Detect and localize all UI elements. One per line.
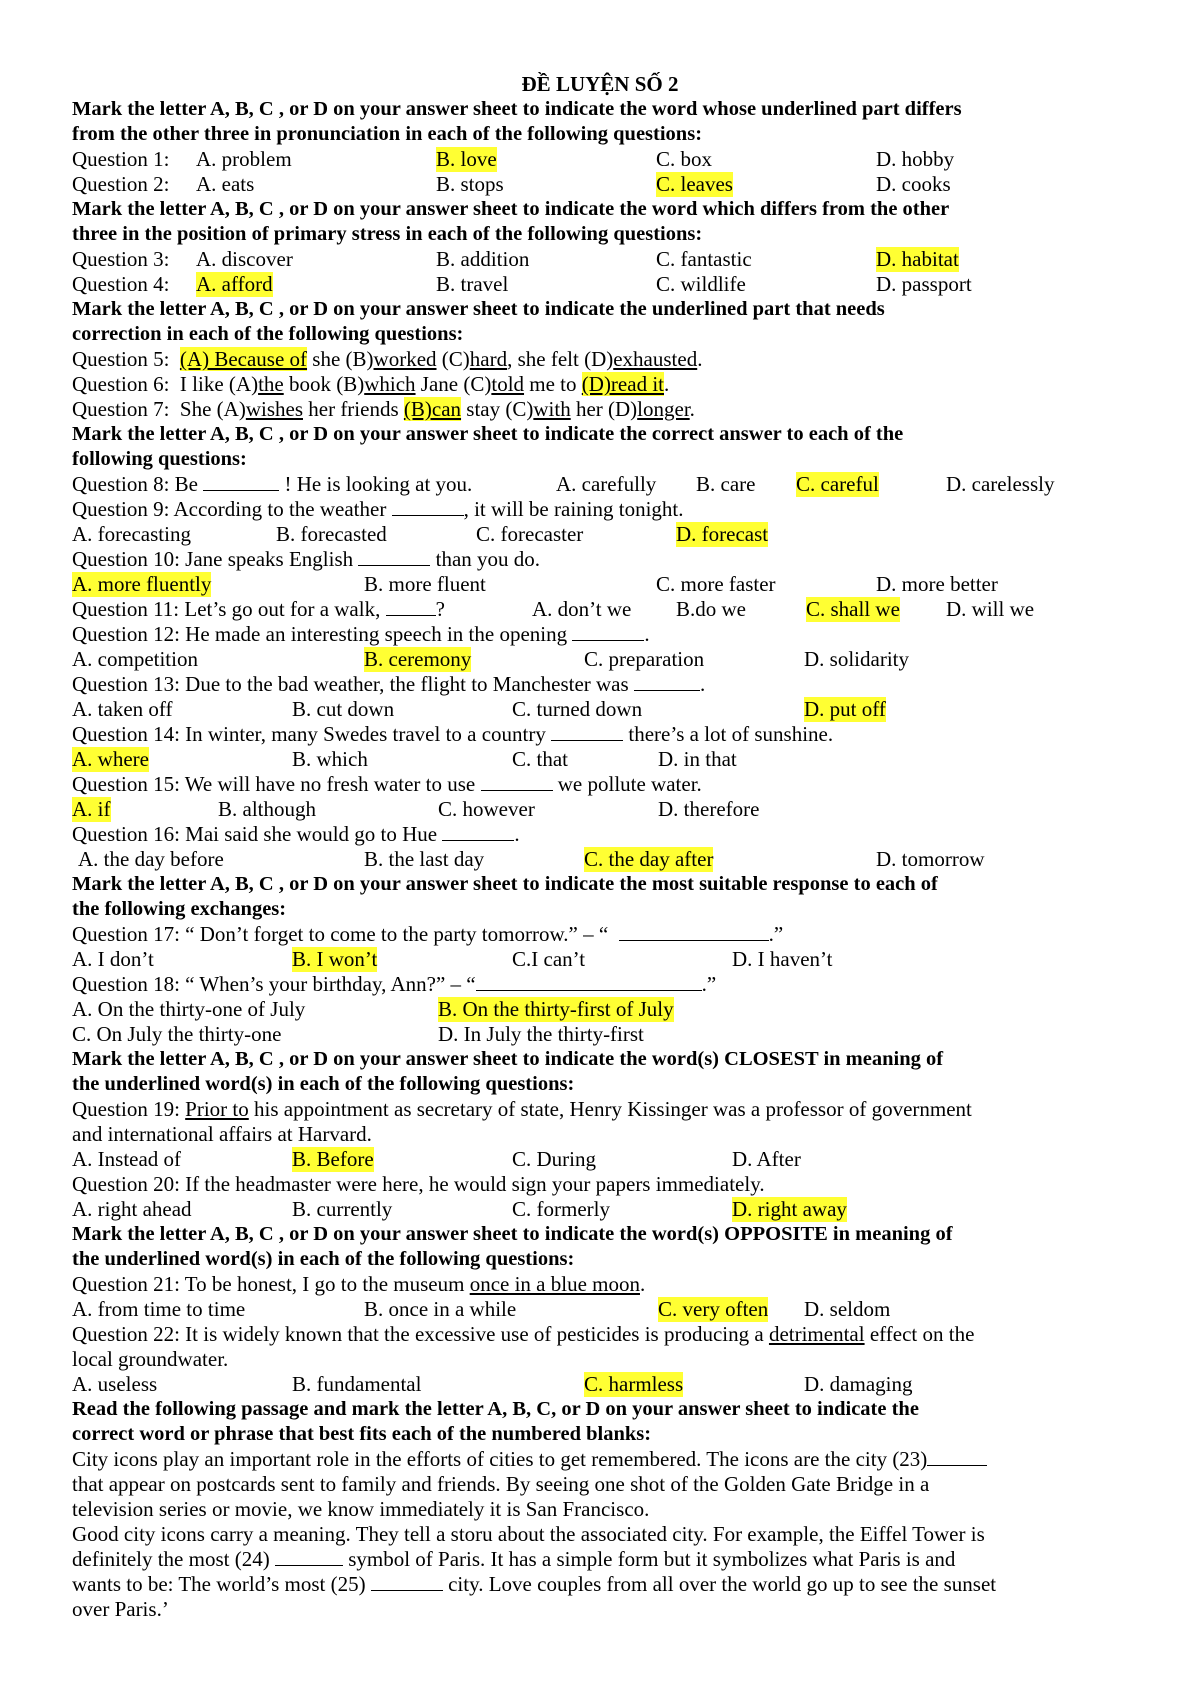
page-title: ĐỀ LUYỆN SỐ 2 <box>521 72 679 96</box>
question-label: Question 19: <box>72 1097 186 1121</box>
option-a[interactable]: A. where <box>72 747 149 771</box>
option-d[interactable]: D. passport <box>876 272 972 296</box>
answer-blank <box>358 547 430 566</box>
option-a[interactable]: A. On the thirty-one of July <box>72 997 306 1021</box>
option-a[interactable]: the <box>258 372 284 396</box>
question-6 <box>72 372 669 397</box>
section-5-instruction-line-1: Mark the letter A, B, C , or D on your answer sheet to indicate the most suitable response to each of <box>72 873 938 895</box>
question-stem: . <box>644 622 650 646</box>
question-stem: Question 15: We will have no fresh water to use <box>72 772 481 796</box>
option-d[interactable]: D. put off <box>804 697 886 721</box>
passage-line <box>72 1447 987 1472</box>
option-b[interactable]: B. more fluent <box>364 572 486 596</box>
question-stem: Question 13: Due to the bad weather, the flight to Manchester was <box>72 672 634 696</box>
question-stem: Question 16: Mai said she would go to Hue <box>72 822 443 846</box>
sentence-text: (C) <box>436 347 470 371</box>
question-stem: Question 8: Be <box>72 472 204 496</box>
option-c[interactable]: with <box>533 397 571 421</box>
option-c[interactable]: C. fantastic <box>656 247 752 271</box>
passage-text: symbol of Paris. It has a simple form but it symbolizes what Paris is and <box>342 1547 956 1571</box>
question-stem: . <box>514 822 520 846</box>
passage-text: City icons play an important role in the efforts of cities to get remembered. The icons are the city (23) <box>72 1447 928 1471</box>
option-a[interactable]: A. carefully <box>556 472 657 496</box>
question-stem: Question 10: Jane speaks English <box>72 547 359 571</box>
question-label: Question 6: <box>72 372 170 396</box>
passage-line <box>72 1547 955 1572</box>
question-10-stem <box>72 547 540 572</box>
option-b[interactable]: B. currently <box>292 1197 393 1221</box>
answer-blank <box>392 497 464 516</box>
option-d[interactable]: D. damaging <box>804 1372 913 1396</box>
option-b[interactable]: B. which <box>292 747 368 771</box>
section-4-instruction-line-2: following questions: <box>72 448 247 470</box>
sentence-text: me to <box>524 372 582 396</box>
option-b[interactable]: B. On the thirty-first of July <box>438 997 674 1021</box>
option-c[interactable]: C. turned down <box>512 697 643 721</box>
option-d[interactable]: D. right away <box>732 1197 847 1221</box>
option-b[interactable]: B. fundamental <box>292 1372 422 1396</box>
passage-line: that appear on postcards sent to family and friends. By seeing one shot of the Golden Gate Bridge in a <box>72 1472 930 1496</box>
answer-blank <box>203 472 279 491</box>
option-d[interactable]: D. will we <box>946 597 1035 621</box>
option-d[interactable]: D. hobby <box>876 147 955 171</box>
option-d[interactable]: D. carelessly <box>946 472 1055 496</box>
sentence-text: her (D) <box>570 397 638 421</box>
question-19-stem <box>72 1097 972 1122</box>
option-b[interactable]: B. forecasted <box>276 522 387 546</box>
option-d[interactable]: D. seldom <box>804 1297 891 1321</box>
option-a[interactable]: A. more fluently <box>72 572 212 596</box>
section-8-instruction-line-2: correct word or phrase that best fits each of the numbered blanks: <box>72 1423 652 1445</box>
passage-text: city. Love couples from all over the world go up to see the sunset <box>442 1572 997 1596</box>
section-1-instruction-line-1: Mark the letter A, B, C , or D on your answer sheet to indicate the word whose underlined part differs <box>72 98 962 120</box>
question-stem: than you do. <box>430 547 541 571</box>
option-b[interactable]: (B)can <box>403 397 462 421</box>
section-3-instruction-line-1: Mark the letter A, B, C , or D on your answer sheet to indicate the underlined part that needs <box>72 298 885 320</box>
option-c[interactable]: C. leaves <box>656 172 733 196</box>
question-15-stem <box>72 772 702 797</box>
option-a[interactable]: A. forecasting <box>72 522 191 546</box>
option-d[interactable]: D. tomorrow <box>876 847 985 871</box>
question-7 <box>72 397 695 422</box>
question-stem: .” <box>701 972 717 996</box>
option-c[interactable]: C. forecaster <box>476 522 584 546</box>
option-a[interactable]: A. useless <box>72 1372 158 1396</box>
option-d[interactable]: D. I haven’t <box>732 947 833 971</box>
sentence-text: I like (A) <box>174 372 259 396</box>
option-d[interactable]: longer <box>637 397 690 421</box>
option-d[interactable]: D. After <box>732 1147 801 1171</box>
passage-text: wants to be: The world’s most (25) <box>72 1572 371 1596</box>
section-6-instruction-line-2: the underlined word(s) in each of the following questions: <box>72 1073 575 1095</box>
blank-23 <box>927 1447 987 1466</box>
option-d[interactable]: (D)read it <box>581 372 664 396</box>
question-stem: we pollute water. <box>552 772 702 796</box>
option-a[interactable]: A. discover <box>196 247 293 271</box>
option-a[interactable]: A. the day before <box>78 847 224 871</box>
option-d[interactable]: D. habitat <box>876 247 959 271</box>
option-c[interactable]: C. very often <box>658 1297 769 1321</box>
option-b[interactable]: B.do we <box>676 597 746 621</box>
passage-line: Good city icons carry a meaning. They tell a storu about the associated city. For example, the Eiffel Tower is <box>72 1522 985 1546</box>
option-d[interactable]: D. solidarity <box>804 647 909 671</box>
sentence-text: She (A) <box>174 397 246 421</box>
sentence-text: her friends <box>303 397 404 421</box>
question-stem: Question 21: To be honest, I go to the museum <box>72 1272 470 1296</box>
answer-blank <box>481 772 553 791</box>
option-b[interactable]: B. the last day <box>364 847 485 871</box>
option-c[interactable]: C. careful <box>796 472 879 496</box>
option-a[interactable]: A. if <box>72 797 111 821</box>
question-21-stem <box>72 1272 645 1297</box>
option-c[interactable]: C. however <box>438 797 535 821</box>
underlined-word: once in a blue moon <box>469 1272 640 1296</box>
question-20-stem: Question 20: If the headmaster were here, he would sign your papers immediately. <box>72 1172 765 1196</box>
option-b[interactable]: worked <box>373 347 437 371</box>
option-a[interactable]: A. problem <box>196 147 292 171</box>
question-label: Question 1: <box>72 147 170 171</box>
option-b[interactable]: which <box>364 372 416 396</box>
question-stem: Question 14: In winter, many Swedes travel to a country <box>72 722 552 746</box>
section-4-instruction-line-1: Mark the letter A, B, C , or D on your answer sheet to indicate the correct answer to each of the <box>72 423 904 445</box>
option-b[interactable]: B. although <box>218 797 316 821</box>
option-a[interactable]: A. don’t we <box>532 597 632 621</box>
question-label: Question 3: <box>72 247 170 271</box>
passage-text: definitely the most (24) <box>72 1547 275 1571</box>
option-a[interactable]: A. afford <box>196 272 273 296</box>
blank-25 <box>371 1572 443 1591</box>
option-a[interactable]: A. from time to time <box>72 1297 246 1321</box>
blank-24 <box>275 1547 343 1566</box>
option-c[interactable]: told <box>491 372 525 396</box>
section-2-instruction-line-2: three in the position of primary stress in each of the following questions: <box>72 223 703 245</box>
question-label: Question 4: <box>72 272 170 296</box>
question-label: Question 7: <box>72 397 170 421</box>
option-d[interactable]: D. forecast <box>676 522 769 546</box>
question-17-stem <box>72 922 783 947</box>
question-14-stem <box>72 722 833 747</box>
option-c[interactable]: C. During <box>512 1147 596 1171</box>
answer-blank <box>619 922 769 941</box>
section-5-instruction-line-2: the following exchanges: <box>72 898 287 920</box>
option-a[interactable]: A. competition <box>72 647 198 671</box>
option-d[interactable]: D. therefore <box>658 797 760 821</box>
option-c[interactable]: C. harmless <box>584 1372 684 1396</box>
option-c[interactable]: C. box <box>656 147 713 171</box>
option-b[interactable]: B. care <box>696 472 756 496</box>
question-stem: Question 9: According to the weather <box>72 497 392 521</box>
option-d[interactable]: D. in that <box>658 747 737 771</box>
section-6-instruction-line-1: Mark the letter A, B, C , or D on your answer sheet to indicate the word(s) CLOSEST in meaning of <box>72 1048 944 1070</box>
answer-blank <box>476 972 702 991</box>
option-d[interactable]: exhausted <box>613 347 698 371</box>
sentence-text: Jane (C) <box>415 372 492 396</box>
sentence-text: . <box>689 397 695 421</box>
question-stem: . <box>699 672 706 696</box>
option-c[interactable]: C. that <box>512 747 568 771</box>
question-22-stem-line-2: local groundwater. <box>72 1347 229 1371</box>
question-16-stem <box>72 822 520 847</box>
section-7-instruction-line-2: the underlined word(s) in each of the following questions: <box>72 1248 575 1270</box>
sentence-text: . <box>697 347 703 371</box>
question-label: Question 2: <box>72 172 170 196</box>
section-2-instruction-line-1: Mark the letter A, B, C , or D on your answer sheet to indicate the word which differs from the other <box>72 198 950 220</box>
question-stem: there’s a lot of sunshine. <box>623 722 834 746</box>
option-c[interactable]: C. preparation <box>584 647 705 671</box>
option-a[interactable]: (A) Because of <box>179 347 308 371</box>
question-9-stem <box>72 497 684 522</box>
option-c[interactable]: C. wildlife <box>656 272 746 296</box>
passage-line <box>72 1572 996 1597</box>
option-c[interactable]: C. On July the thirty-one <box>72 1022 282 1046</box>
section-8-instruction-line-1: Read the following passage and mark the letter A, B, C, or D on your answer sheet to indicate the <box>72 1398 919 1420</box>
option-a[interactable]: A. taken off <box>72 697 173 721</box>
sentence-text: , she felt (D) <box>507 347 614 371</box>
question-stem: . <box>639 1272 646 1296</box>
answer-blank <box>551 722 623 741</box>
sentence-text: she (B) <box>307 347 374 371</box>
option-c[interactable]: C.I can’t <box>512 947 586 971</box>
option-b[interactable]: B. travel <box>436 272 509 296</box>
question-stem: effect on the <box>864 1322 975 1346</box>
question-18-stem <box>72 972 716 997</box>
question-stem: Question 12: He made an interesting speech in the opening <box>72 622 573 646</box>
option-b[interactable]: B. ceremony <box>364 647 472 671</box>
passage-line: over Paris.’ <box>72 1597 169 1621</box>
sentence-text: stay (C) <box>461 397 534 421</box>
question-stem: his appointment as secretary of state, Henry Kissinger was a professor of government <box>248 1097 972 1121</box>
passage-line: television series or movie, we know immediately it is San Francisco. <box>72 1497 650 1521</box>
option-b[interactable]: B. cut down <box>292 697 395 721</box>
option-b[interactable]: B. addition <box>436 247 530 271</box>
option-c[interactable]: C. the day after <box>584 847 714 871</box>
question-stem: ! He is looking at you. <box>279 472 473 496</box>
sentence-text: book (B) <box>283 372 365 396</box>
option-a[interactable]: A. I don’t <box>72 947 154 971</box>
option-c[interactable]: C. formerly <box>512 1197 610 1221</box>
sentence-text: . <box>664 372 670 396</box>
question-stem: .” <box>768 922 784 946</box>
option-d[interactable]: D. cooks <box>876 172 951 196</box>
option-c[interactable]: C. shall we <box>806 597 900 621</box>
section-3-instruction-line-2: correction in each of the following questions: <box>72 323 464 345</box>
option-b[interactable]: B. I won’t <box>292 947 378 971</box>
question-22-stem <box>72 1322 974 1347</box>
option-a[interactable]: A. eats <box>196 172 255 196</box>
answer-blank <box>442 822 514 841</box>
option-c[interactable]: C. more faster <box>656 572 776 596</box>
option-b[interactable]: B. Before <box>292 1147 374 1171</box>
option-b[interactable]: B. stops <box>436 172 504 196</box>
question-19-stem-line-2: and international affairs at Harvard. <box>72 1122 372 1146</box>
question-12-stem <box>72 622 650 647</box>
question-stem: , it will be raining tonight. <box>463 497 684 521</box>
option-a[interactable]: A. Instead of <box>72 1147 182 1171</box>
option-c[interactable]: hard <box>469 347 508 371</box>
answer-blank <box>572 622 644 641</box>
question-stem: ? <box>435 597 445 621</box>
question-5 <box>72 347 702 372</box>
option-d[interactable]: D. In July the thirty-first <box>438 1022 644 1046</box>
underlined-word: detrimental <box>768 1322 865 1346</box>
underlined-word: Prior to <box>185 1097 249 1121</box>
option-a[interactable]: wishes <box>245 397 303 421</box>
question-13-stem <box>72 672 705 697</box>
question-stem: Question 22: It is widely known that the excessive use of pesticides is producing a <box>72 1322 769 1346</box>
option-b[interactable]: B. love <box>436 147 497 171</box>
option-a[interactable]: A. right ahead <box>72 1197 192 1221</box>
section-1-instruction-line-2: from the other three in pronunciation in each of the following questions: <box>72 123 703 145</box>
answer-blank <box>386 597 436 616</box>
section-7-instruction-line-1: Mark the letter A, B, C , or D on your answer sheet to indicate the word(s) OPPOSITE in meaning of <box>72 1223 953 1245</box>
option-d[interactable]: D. more better <box>876 572 998 596</box>
option-b[interactable]: B. once in a while <box>364 1297 517 1321</box>
question-label: Question 5: <box>72 347 170 371</box>
question-stem: Question 18: “ When’s your birthday, Ann?” – “ <box>72 972 476 996</box>
question-stem: Question 11: Let’s go out for a walk, <box>72 597 386 621</box>
question-stem: Question 17: “ Don’t forget to come to the party tomorrow.” – “ <box>72 922 609 946</box>
answer-blank <box>634 672 700 691</box>
